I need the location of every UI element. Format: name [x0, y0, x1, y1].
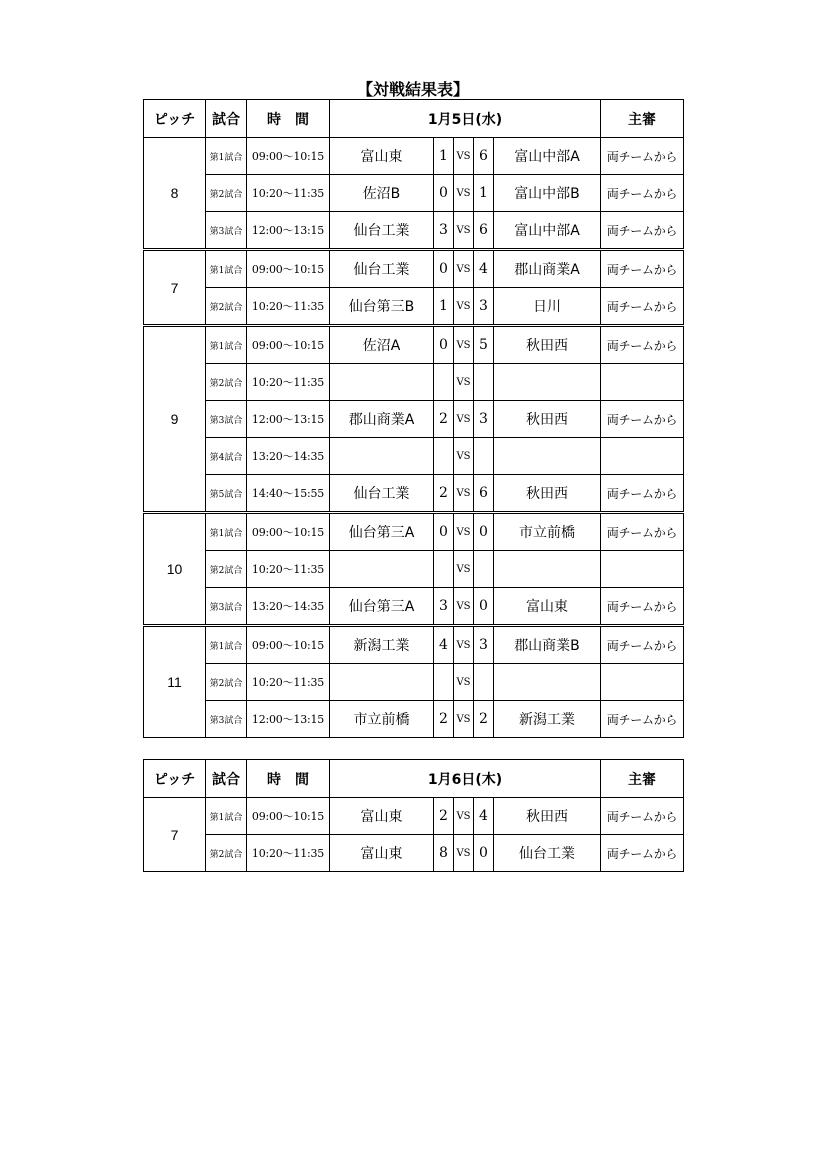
game-time: 09:00～10:15	[247, 513, 330, 551]
table-row	[144, 401, 684, 438]
vs-label: VS	[454, 250, 474, 288]
game-time: 13:20～14:35	[247, 588, 330, 626]
game-time: 09:00～10:15	[247, 326, 330, 364]
home-team	[330, 364, 434, 401]
table-row	[144, 288, 684, 326]
header-time: 時 間	[247, 760, 330, 798]
home-team: 仙台工業	[330, 212, 434, 250]
game-number: 第2試合	[206, 288, 247, 326]
home-team: 仙台工業	[330, 475, 434, 513]
vs-label: VS	[454, 835, 474, 872]
header-pitch: ピッチ	[144, 100, 206, 138]
referee: 両チームから	[601, 175, 684, 212]
home-team: 仙台工業	[330, 250, 434, 288]
day1-body	[144, 138, 684, 738]
referee: 両チームから	[601, 513, 684, 551]
game-number: 第1試合	[206, 626, 247, 664]
vs-label: VS	[454, 438, 474, 475]
game-number: 第2試合	[206, 664, 247, 701]
vs-label: VS	[454, 364, 474, 401]
home-score: 1	[434, 288, 454, 326]
table-row	[144, 798, 684, 835]
away-score: 0	[474, 588, 494, 626]
table-row	[144, 438, 684, 475]
away-score: 5	[474, 326, 494, 364]
home-score: 0	[434, 250, 454, 288]
game-number: 第3試合	[206, 588, 247, 626]
away-team: 富山中部A	[494, 212, 601, 250]
vs-label: VS	[454, 175, 474, 212]
results-table-day2	[143, 759, 684, 872]
table-row	[144, 138, 684, 175]
away-score	[474, 664, 494, 701]
referee	[601, 438, 684, 475]
game-number: 第2試合	[206, 551, 247, 588]
referee: 両チームから	[601, 250, 684, 288]
home-score	[434, 364, 454, 401]
pitch-number: 7	[144, 798, 206, 872]
vs-label: VS	[454, 401, 474, 438]
home-score: 0	[434, 175, 454, 212]
referee	[601, 364, 684, 401]
pitch-number: 9	[144, 326, 206, 513]
away-score	[474, 551, 494, 588]
vs-label: VS	[454, 798, 474, 835]
game-time: 12:00～13:15	[247, 212, 330, 250]
vs-label: VS	[454, 664, 474, 701]
away-score: 3	[474, 288, 494, 326]
referee: 両チームから	[601, 798, 684, 835]
game-time: 10:20～11:35	[247, 664, 330, 701]
away-score: 1	[474, 175, 494, 212]
away-team	[494, 664, 601, 701]
game-time: 13:20～14:35	[247, 438, 330, 475]
referee: 両チームから	[601, 835, 684, 872]
away-score: 3	[474, 401, 494, 438]
away-team	[494, 551, 601, 588]
home-team: 仙台第三A	[330, 513, 434, 551]
away-score	[474, 438, 494, 475]
away-team: 郡山商業B	[494, 626, 601, 664]
vs-label: VS	[454, 513, 474, 551]
referee: 両チームから	[601, 401, 684, 438]
referee: 両チームから	[601, 138, 684, 175]
game-number: 第1試合	[206, 798, 247, 835]
away-team: 市立前橋	[494, 513, 601, 551]
header-row	[144, 760, 684, 798]
vs-label: VS	[454, 551, 474, 588]
away-team	[494, 364, 601, 401]
table-row	[144, 212, 684, 250]
table-row	[144, 475, 684, 513]
home-team: 仙台第三B	[330, 288, 434, 326]
home-score: 2	[434, 798, 454, 835]
vs-label: VS	[454, 326, 474, 364]
home-team: 仙台第三A	[330, 588, 434, 626]
away-team: 富山中部A	[494, 138, 601, 175]
game-number: 第4試合	[206, 438, 247, 475]
home-score: 1	[434, 138, 454, 175]
header-game: 試合	[206, 100, 247, 138]
vs-label: VS	[454, 288, 474, 326]
referee	[601, 551, 684, 588]
game-number: 第1試合	[206, 138, 247, 175]
game-time: 09:00～10:15	[247, 798, 330, 835]
away-score: 6	[474, 475, 494, 513]
header-referee: 主審	[601, 760, 684, 798]
away-team: 秋田西	[494, 401, 601, 438]
game-time: 10:20～11:35	[247, 364, 330, 401]
away-team	[494, 438, 601, 475]
away-team: 郡山商業A	[494, 250, 601, 288]
away-team: 秋田西	[494, 475, 601, 513]
pitch-number: 8	[144, 138, 206, 250]
header-referee: 主審	[601, 100, 684, 138]
referee	[601, 664, 684, 701]
game-time: 12:00～13:15	[247, 401, 330, 438]
home-score: 2	[434, 475, 454, 513]
game-number: 第3試合	[206, 401, 247, 438]
game-time: 14:40～15:55	[247, 475, 330, 513]
referee: 両チームから	[601, 701, 684, 738]
table-row	[144, 175, 684, 212]
home-score: 2	[434, 401, 454, 438]
game-number: 第3試合	[206, 701, 247, 738]
game-time: 10:20～11:35	[247, 288, 330, 326]
away-score: 3	[474, 626, 494, 664]
header-date: 1月6日(木)	[330, 760, 601, 798]
table-row	[144, 513, 684, 551]
table-row	[144, 664, 684, 701]
home-score: 0	[434, 326, 454, 364]
table-row	[144, 588, 684, 626]
header-time: 時 間	[247, 100, 330, 138]
referee: 両チームから	[601, 212, 684, 250]
home-score: 0	[434, 513, 454, 551]
home-score: 3	[434, 588, 454, 626]
table-row	[144, 835, 684, 872]
game-number: 第1試合	[206, 326, 247, 364]
game-number: 第2試合	[206, 175, 247, 212]
game-time: 12:00～13:15	[247, 701, 330, 738]
home-team: 新潟工業	[330, 626, 434, 664]
referee: 両チームから	[601, 626, 684, 664]
home-team: 郡山商業A	[330, 401, 434, 438]
home-team: 富山東	[330, 138, 434, 175]
header-date: 1月5日(水)	[330, 100, 601, 138]
away-score: 6	[474, 212, 494, 250]
results-table-day1	[143, 99, 684, 738]
game-time: 09:00～10:15	[247, 138, 330, 175]
home-score	[434, 551, 454, 588]
home-score: 4	[434, 626, 454, 664]
day2-body	[144, 798, 684, 872]
away-score: 0	[474, 513, 494, 551]
table-row	[144, 326, 684, 364]
home-team: 富山東	[330, 798, 434, 835]
game-time: 10:20～11:35	[247, 835, 330, 872]
game-time: 10:20～11:35	[247, 551, 330, 588]
home-team	[330, 664, 434, 701]
game-number: 第2試合	[206, 835, 247, 872]
vs-label: VS	[454, 626, 474, 664]
home-team	[330, 551, 434, 588]
away-score: 4	[474, 250, 494, 288]
table-row	[144, 364, 684, 401]
away-team: 秋田西	[494, 798, 601, 835]
away-team: 新潟工業	[494, 701, 601, 738]
referee: 両チームから	[601, 475, 684, 513]
game-number: 第1試合	[206, 513, 247, 551]
home-team: 市立前橋	[330, 701, 434, 738]
game-number: 第2試合	[206, 364, 247, 401]
away-score: 0	[474, 835, 494, 872]
table-row	[144, 701, 684, 738]
home-score: 2	[434, 701, 454, 738]
game-time: 09:00～10:15	[247, 626, 330, 664]
vs-label: VS	[454, 138, 474, 175]
referee: 両チームから	[601, 326, 684, 364]
away-score: 4	[474, 798, 494, 835]
referee: 両チームから	[601, 588, 684, 626]
away-team: 仙台工業	[494, 835, 601, 872]
game-time: 10:20～11:35	[247, 175, 330, 212]
home-score: 3	[434, 212, 454, 250]
game-number: 第5試合	[206, 475, 247, 513]
away-score: 6	[474, 138, 494, 175]
home-team	[330, 438, 434, 475]
referee: 両チームから	[601, 288, 684, 326]
pitch-number: 10	[144, 513, 206, 626]
vs-label: VS	[454, 588, 474, 626]
table-row	[144, 626, 684, 664]
away-team: 富山東	[494, 588, 601, 626]
away-team: 富山中部B	[494, 175, 601, 212]
table-row	[144, 551, 684, 588]
game-number: 第3試合	[206, 212, 247, 250]
header-pitch: ピッチ	[144, 760, 206, 798]
away-score	[474, 364, 494, 401]
away-team: 日川	[494, 288, 601, 326]
pitch-number: 7	[144, 250, 206, 326]
away-score: 2	[474, 701, 494, 738]
page-title: 【対戦結果表】	[356, 80, 469, 99]
vs-label: VS	[454, 701, 474, 738]
header-game: 試合	[206, 760, 247, 798]
home-team: 佐沼B	[330, 175, 434, 212]
home-team: 富山東	[330, 835, 434, 872]
header-row	[144, 100, 684, 138]
home-score	[434, 438, 454, 475]
home-score	[434, 664, 454, 701]
away-team: 秋田西	[494, 326, 601, 364]
home-score: 8	[434, 835, 454, 872]
vs-label: VS	[454, 212, 474, 250]
home-team: 佐沼A	[330, 326, 434, 364]
vs-label: VS	[454, 475, 474, 513]
pitch-number: 11	[144, 626, 206, 738]
game-number: 第1試合	[206, 250, 247, 288]
table-row	[144, 250, 684, 288]
game-time: 09:00～10:15	[247, 250, 330, 288]
